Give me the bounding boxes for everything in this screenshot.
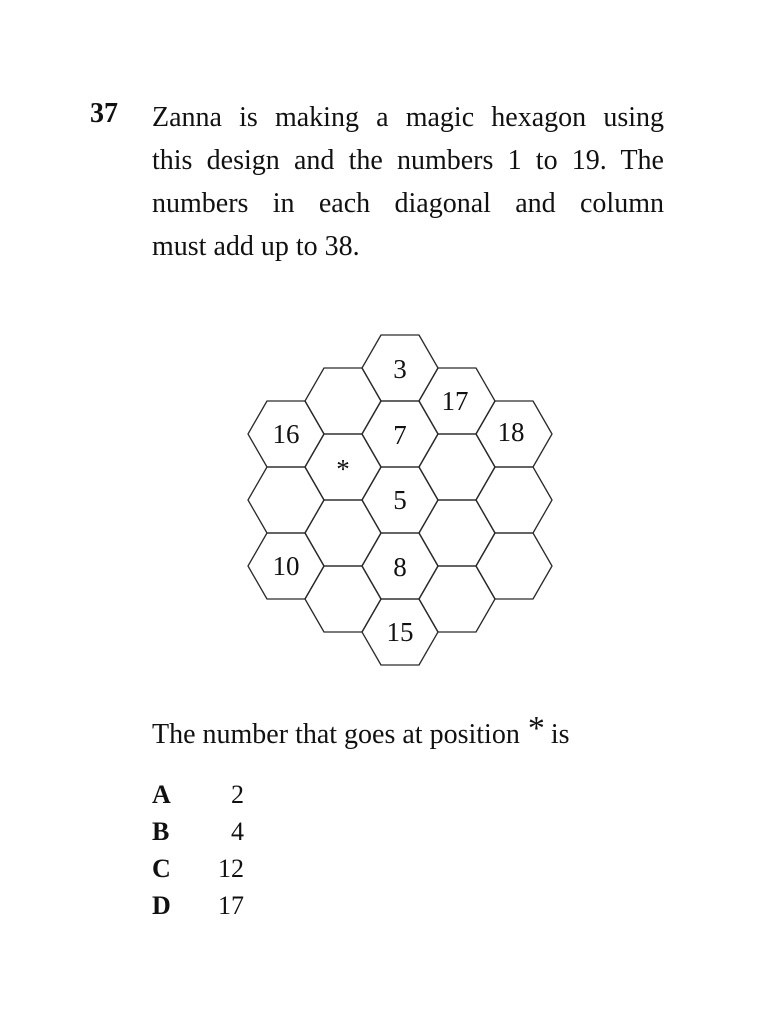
hex-cell	[305, 500, 381, 566]
hex-cell	[419, 500, 495, 566]
option-b[interactable]	[152, 813, 244, 850]
hex-label: 7	[393, 420, 407, 450]
hex-label: 5	[393, 485, 407, 515]
question-number: 37	[90, 98, 118, 129]
question-line: numbers in each diagonal and column	[152, 188, 664, 219]
magic-hexagon-diagram	[240, 330, 560, 670]
question-line: this design and the numbers 1 to 19. The	[152, 145, 664, 176]
option-value: 12	[218, 853, 244, 883]
question-text	[152, 96, 664, 268]
hex-cell	[248, 467, 324, 533]
hex-label: 16	[272, 419, 300, 449]
answer-options	[152, 776, 244, 924]
option-value: 17	[218, 890, 244, 920]
hex-label: 10	[272, 551, 300, 581]
hex-cell	[476, 467, 552, 533]
prompt-suffix: is	[550, 719, 570, 750]
hex-label: 17	[441, 386, 469, 416]
question-line: Zanna is making a magic hexagon using	[152, 102, 664, 133]
option-letter: C	[152, 853, 171, 883]
option-d[interactable]	[152, 887, 244, 924]
hex-cell	[419, 566, 495, 632]
hex-cell	[476, 533, 552, 599]
option-value: 4	[231, 816, 244, 846]
hex-label: 8	[393, 552, 407, 582]
option-value: 2	[231, 779, 244, 809]
hex-label: 15	[386, 617, 414, 647]
question-line: must add up to 38.	[152, 231, 360, 262]
hex-cell	[305, 368, 381, 434]
answer-prompt	[152, 710, 570, 752]
hex-label: 3	[393, 354, 407, 384]
hex-cell	[305, 566, 381, 632]
option-c[interactable]	[152, 850, 244, 887]
option-letter: B	[152, 816, 170, 846]
position-marker: *	[527, 710, 545, 747]
hex-label: 18	[497, 417, 525, 447]
hex-label: *	[336, 454, 350, 484]
option-a[interactable]	[152, 776, 244, 813]
option-letter: D	[152, 890, 171, 920]
option-letter: A	[152, 779, 171, 809]
prompt-text: The number that goes at position	[152, 719, 520, 750]
hex-cell	[419, 434, 495, 500]
